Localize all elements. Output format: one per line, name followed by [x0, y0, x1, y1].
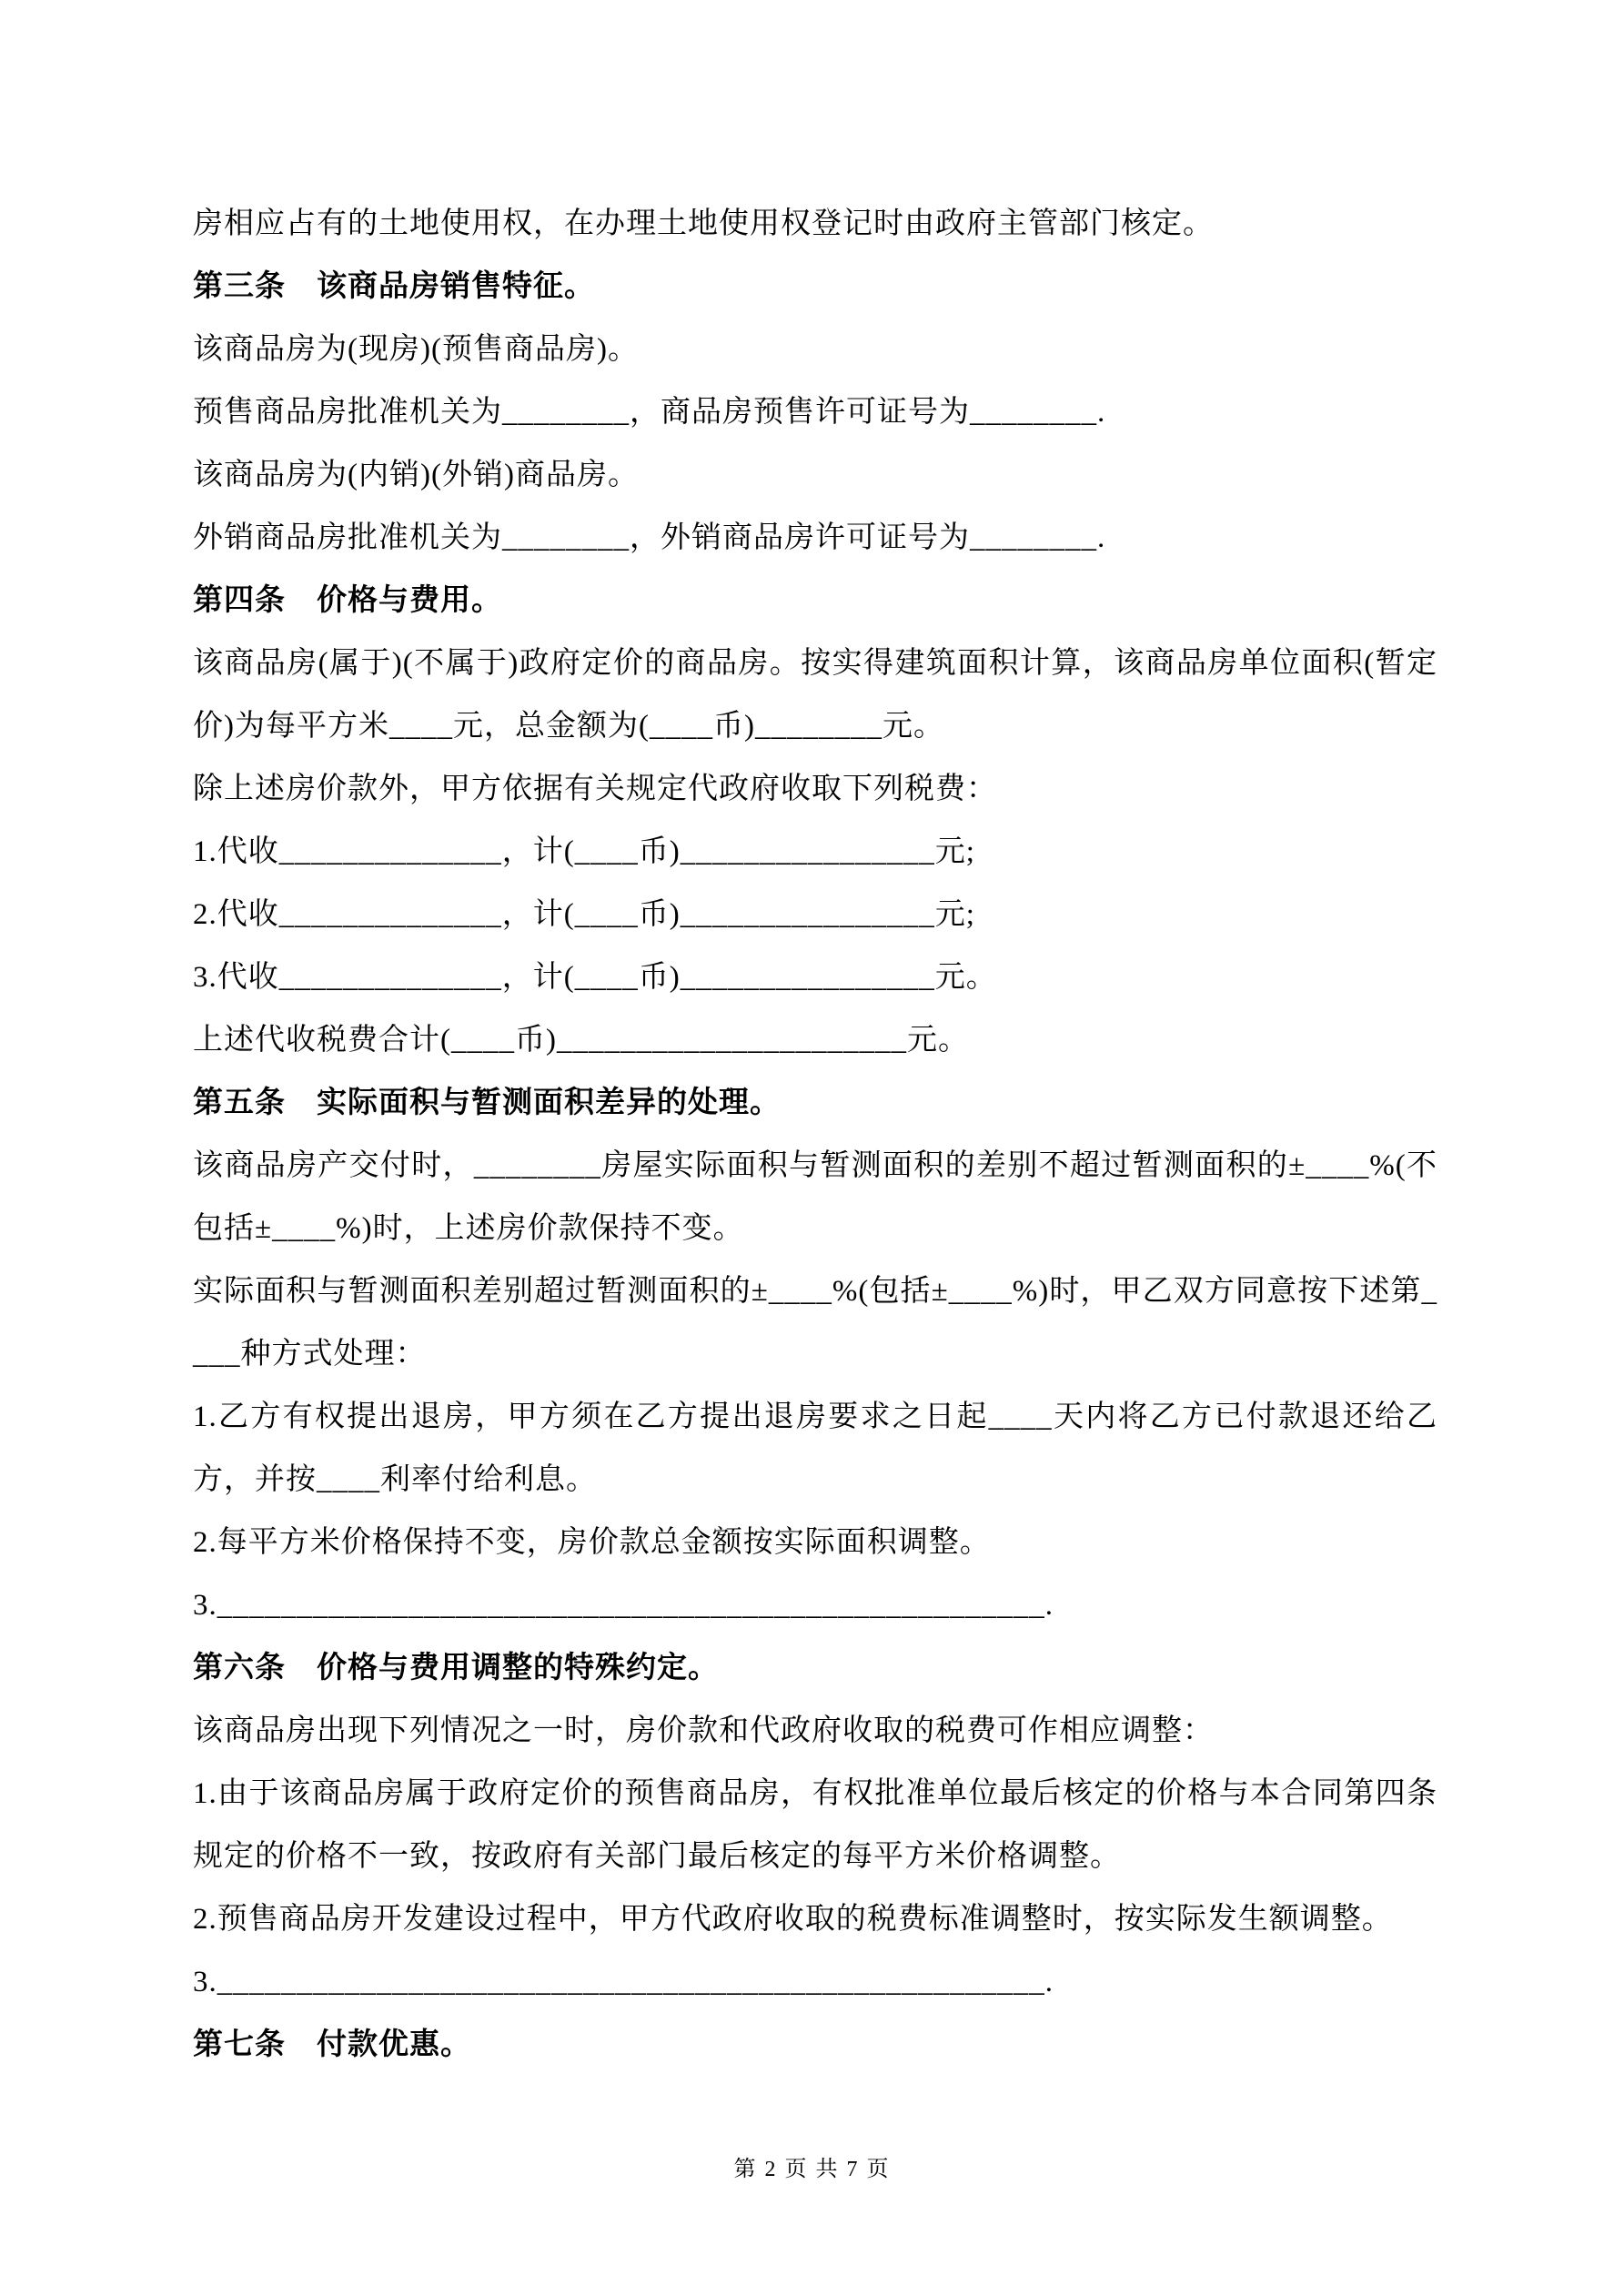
clause-3-heading: 第三条 该商品房销售特征。 [193, 270, 595, 303]
paragraph-tax-intro: 除上述房价款外，甲方依据有关规定代政府收取下列税费： [193, 773, 997, 805]
paragraph-land-use-right: 房相应占有的土地使用权，在办理土地使用权登记时由政府主管部门核定。 [193, 207, 1214, 240]
clause-7-heading: 第七条 付款优惠。 [193, 2028, 471, 2061]
paragraph-price-basis: 该商品房(属于)(不属于)政府定价的商品房。按实得建筑面积计算，该商品房单位面积(暂定价)为每平方米____元，总金额为(____币)________元。 [193, 647, 1437, 743]
paragraph-presale-approval: 预售商品房批准机关为________，商品房预售许可证号为________. [193, 396, 1106, 429]
paragraph-sale-scope: 该商品房为(内销)(外销)商品房。 [193, 459, 639, 491]
paragraph-house-type: 该商品房为(现房)(预售商品房)。 [193, 333, 639, 366]
paragraph-adjust-item-1: 1.由于该商品房属于政府定价的预售商品房，有权批准单位最后核定的价格与本合同第四条规定的价格不一致，按政府有关部门最后核定的每平方米价格调整。 [193, 1777, 1437, 1873]
paragraph-area-tolerance: 该商品房产交付时，________房屋实际面积与暂测面积的差别不超过暂测面积的±____%(不包括±____%)时，上述房价款保持不变。 [193, 1149, 1437, 1245]
paragraph-adjust-item-3-blank: 3.____________________________________________________. [193, 1966, 1054, 1998]
paragraph-refund-option-2: 2.每平方米价格保持不变，房价款总金额按实际面积调整。 [193, 1526, 991, 1559]
paragraph-tax-item-2: 2.代收______________，计(____币)________________元; [193, 898, 975, 931]
paragraph-tax-item-1: 1.代收______________，计(____币)________________元; [193, 835, 975, 868]
paragraph-refund-option-3-blank: 3.____________________________________________________. [193, 1589, 1054, 1622]
paragraph-area-exceed: 实际面积与暂测面积差别超过暂测面积的±____%(包括±____%)时，甲乙双方同意按下述第____种方式处理： [193, 1275, 1437, 1371]
page-number-footer: 第 2 页 共 7 页 [733, 2158, 891, 2181]
clause-6-heading: 第六条 价格与费用调整的特殊约定。 [193, 1652, 719, 1684]
paragraph-tax-item-3: 3.代收______________，计(____币)________________元。 [193, 961, 997, 994]
paragraph-export-approval: 外销商品房批准机关为________，外销商品房许可证号为________. [193, 521, 1106, 554]
paragraph-adjust-item-2: 2.预售商品房开发建设过程中，甲方代政府收取的税费标准调整时，按实际发生额调整。 [193, 1903, 1393, 1936]
paragraph-refund-option-1: 1.乙方有权提出退房，甲方须在乙方提出退房要求之日起____天内将乙方已付款退还给乙方，并按____利率付给利息。 [193, 1401, 1437, 1496]
clause-5-heading: 第五条 实际面积与暂测面积差异的处理。 [193, 1087, 781, 1119]
paragraph-tax-total: 上述代收税费合计(____币)______________________元。 [193, 1024, 969, 1057]
contract-body [193, 193, 1437, 2077]
paragraph-adjust-intro: 该商品房出现下列情况之一时，房价款和代政府收取的税费可作相应调整： [193, 1714, 1214, 1747]
clause-4-heading: 第四条 价格与费用。 [193, 584, 502, 617]
